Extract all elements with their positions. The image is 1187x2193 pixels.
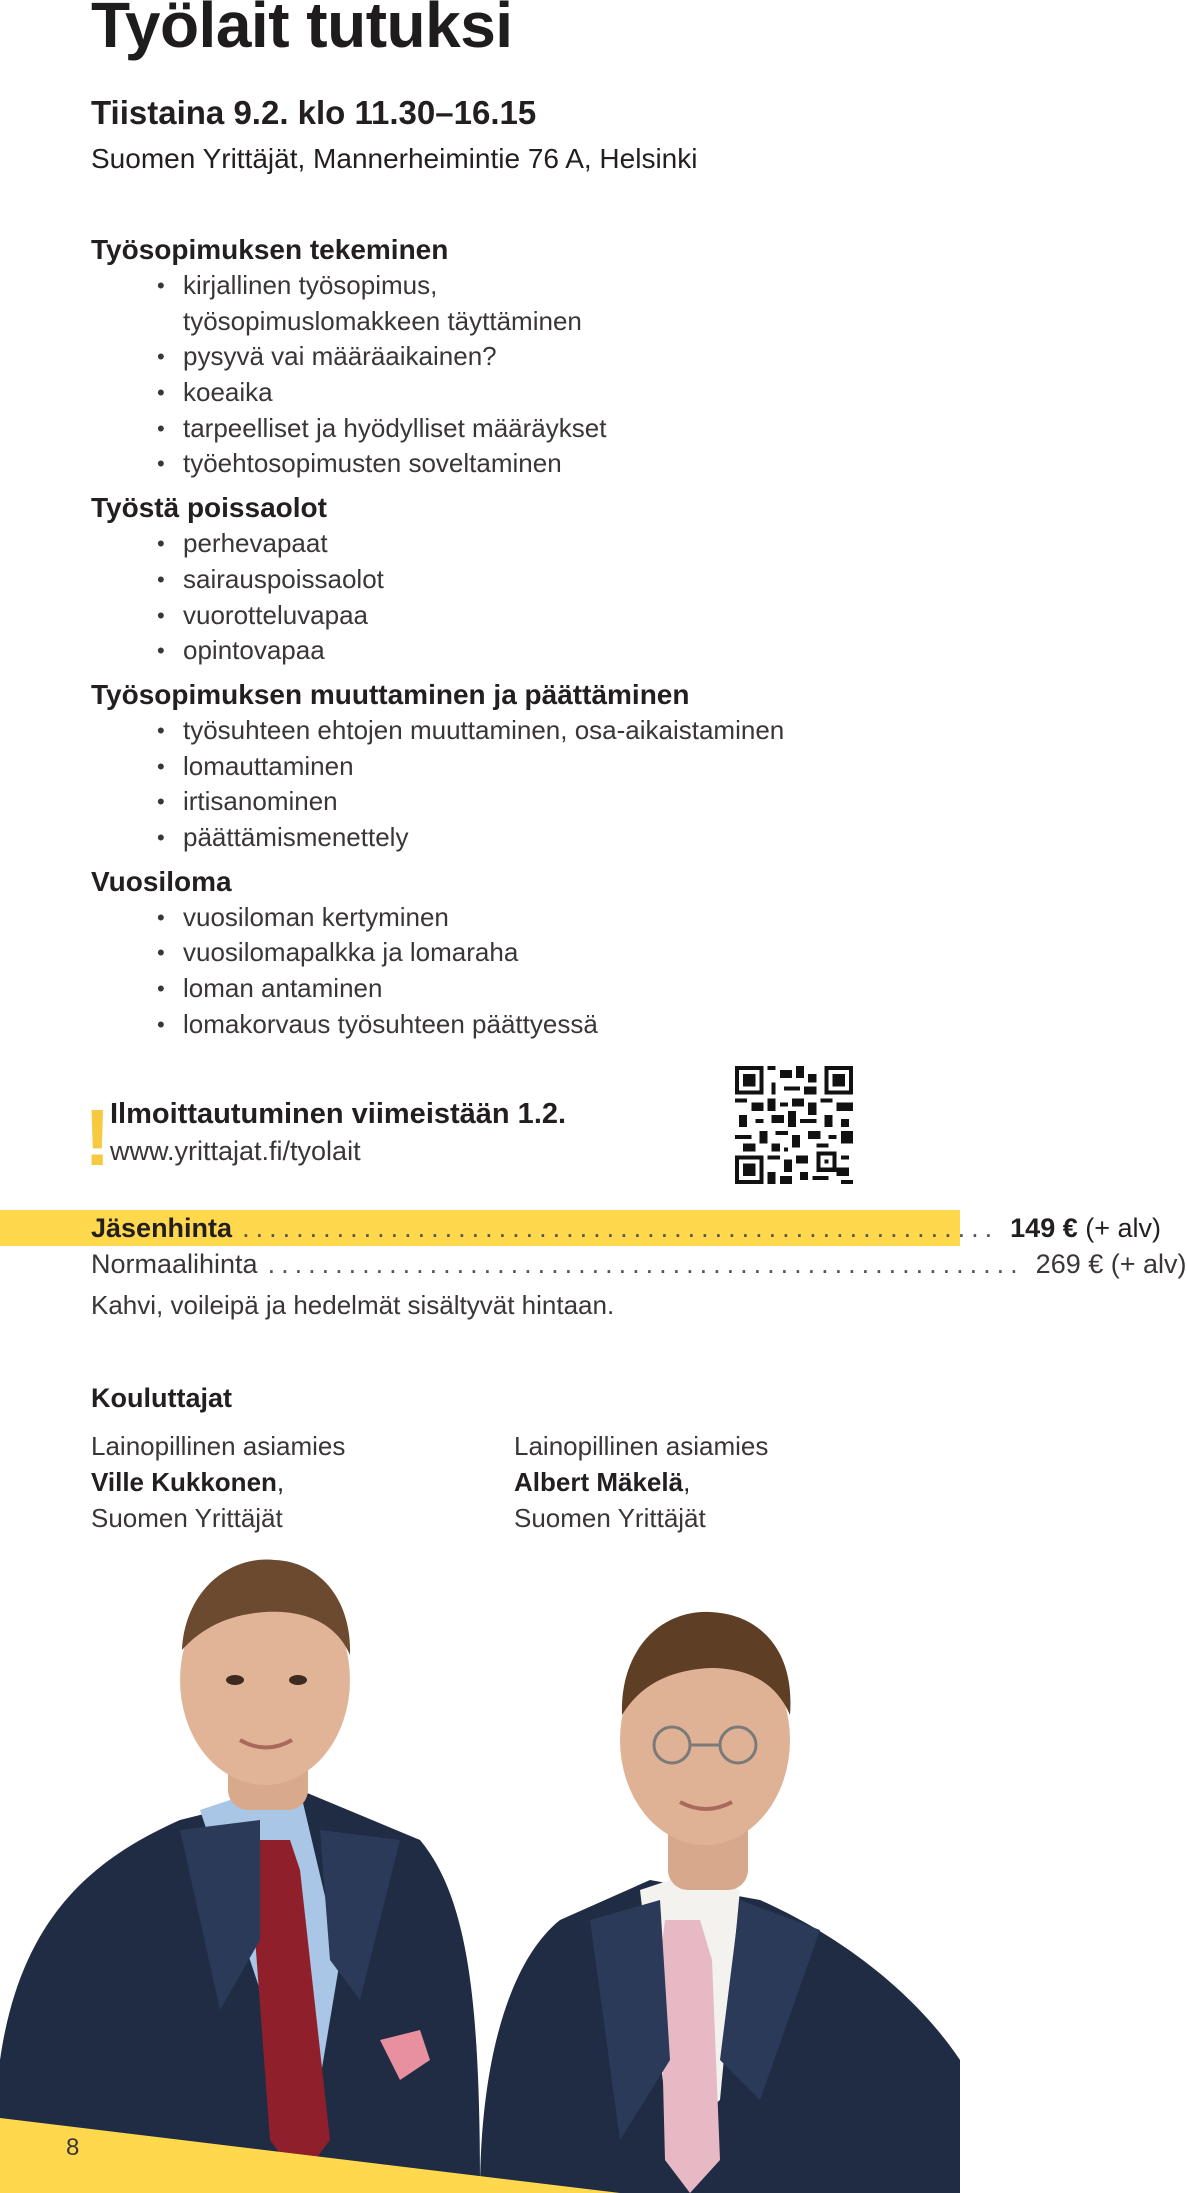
bullet-icon: • xyxy=(157,566,165,592)
list-item: • lomauttaminen xyxy=(183,749,911,785)
trainer-org: Suomen Yrittäjät xyxy=(514,1503,706,1533)
bullet-icon: • xyxy=(157,904,165,930)
bullet-icon: • xyxy=(157,273,165,298)
section-title: Työsopimuksen muuttaminen ja päättäminen xyxy=(91,678,690,710)
trainer-photo-left xyxy=(0,1560,480,2193)
section-title: Työsopimuksen tekeminen xyxy=(91,234,449,265)
list-item: • koeaika xyxy=(183,375,911,411)
bullet-icon: • xyxy=(157,602,165,628)
member-price-label: Jäsenhinta xyxy=(91,1213,233,1243)
list-item: • irtisanominen xyxy=(183,784,911,820)
normal-price-value: 269 € (+ alv) xyxy=(1035,1249,1187,1279)
list-item: • sairauspoissaolot xyxy=(183,562,911,598)
section-title: Työstä poissaolot xyxy=(91,492,327,524)
bullet-icon: • xyxy=(157,380,165,406)
trainer-photo-right xyxy=(480,1612,960,2193)
section-items xyxy=(91,713,911,856)
trainer-photos xyxy=(0,1540,960,2193)
bullet-icon: • xyxy=(157,824,165,850)
page-number: 8 xyxy=(66,2134,80,2161)
list-item: • työsuhteen ehtojen muuttaminen, osa-aikaistaminen xyxy=(183,713,911,749)
registration-link[interactable]: www.yrittajat.fi/tyolait xyxy=(110,1136,361,1166)
trainer-name-line: Ville Kukkonen, xyxy=(91,1467,285,1497)
trainer-org: Suomen Yrittäjät xyxy=(91,1503,283,1533)
list-item: • loman antaminen xyxy=(183,971,911,1007)
list-item: • vuosiloman kertyminen xyxy=(183,900,911,936)
page-title: Työlait tutuksi xyxy=(91,0,513,61)
bullet-icon: • xyxy=(157,638,165,664)
exclamation-icon: ! xyxy=(84,1093,111,1182)
bullet-icon: • xyxy=(157,717,165,743)
list-item: työsopimuslomakkeen täyttäminen xyxy=(183,305,582,336)
list-item: • työehtosopimusten soveltaminen xyxy=(183,446,911,482)
list-item: • päättämismenettely xyxy=(183,820,911,856)
list-item: • perhevapaat xyxy=(183,526,911,562)
bullet-icon: • xyxy=(157,451,165,477)
list-item: • vuorotteluvapaa xyxy=(183,598,911,634)
member-price-value: 149 € (+ alv) xyxy=(1010,1213,1162,1243)
bullet-icon: • xyxy=(157,1011,165,1037)
dot-leader: ........................................................ xyxy=(267,1249,1024,1279)
list-item: • pysyvä vai määräaikainen? xyxy=(183,339,911,375)
trainer-role: Lainopillinen asiamies xyxy=(514,1431,769,1461)
qr-code-icon[interactable] xyxy=(735,1066,853,1184)
bullet-icon: • xyxy=(157,415,165,441)
member-price-row xyxy=(91,1210,1162,1246)
normal-price-row xyxy=(91,1246,1187,1282)
trainer-name-line: Albert Mäkelä, xyxy=(514,1467,691,1497)
program-list xyxy=(91,232,911,1050)
list-item: • tarpeelliset ja hyödylliset määräykset xyxy=(183,411,911,447)
bullet-icon: • xyxy=(157,940,165,966)
event-location: Suomen Yrittäjät, Mannerheimintie 76 A, Helsinki xyxy=(91,143,698,174)
list-item: • lomakorvaus työsuhteen päättyessä xyxy=(183,1007,911,1043)
trainers-title: Kouluttajat xyxy=(91,1383,232,1413)
section-items xyxy=(91,900,911,1043)
normal-price-label: Normaalihinta xyxy=(91,1249,258,1279)
list-item: • vuosilomapalkka ja lomaraha xyxy=(183,935,911,971)
list-item: • opintovapaa xyxy=(183,633,911,669)
section-items xyxy=(91,526,911,669)
bullet-icon: • xyxy=(157,753,165,779)
bullet-icon: • xyxy=(157,976,165,1001)
trainer-name: Albert Mäkelä xyxy=(514,1467,684,1497)
event-date: Tiistaina 9.2. klo 11.30–16.15 xyxy=(91,94,537,131)
trainer-role: Lainopillinen asiamies xyxy=(91,1431,346,1461)
bullet-icon: • xyxy=(157,531,165,557)
list-item: • kirjallinen työsopimus, xyxy=(183,268,911,304)
trainer-name: Ville Kukkonen xyxy=(91,1467,277,1497)
trainer-card xyxy=(91,1428,345,1536)
price-note: Kahvi, voileipä ja hedelmät sisältyvät hintaan. xyxy=(91,1290,615,1320)
section-items xyxy=(91,268,911,482)
dot-leader: ........................................................ xyxy=(242,1213,999,1243)
section-title: Vuosiloma xyxy=(91,865,232,897)
bullet-icon: • xyxy=(157,789,165,815)
registration-deadline: Ilmoittautuminen viimeistään 1.2. xyxy=(110,1098,567,1130)
trainer-card xyxy=(514,1428,768,1536)
bullet-icon: • xyxy=(157,344,165,370)
